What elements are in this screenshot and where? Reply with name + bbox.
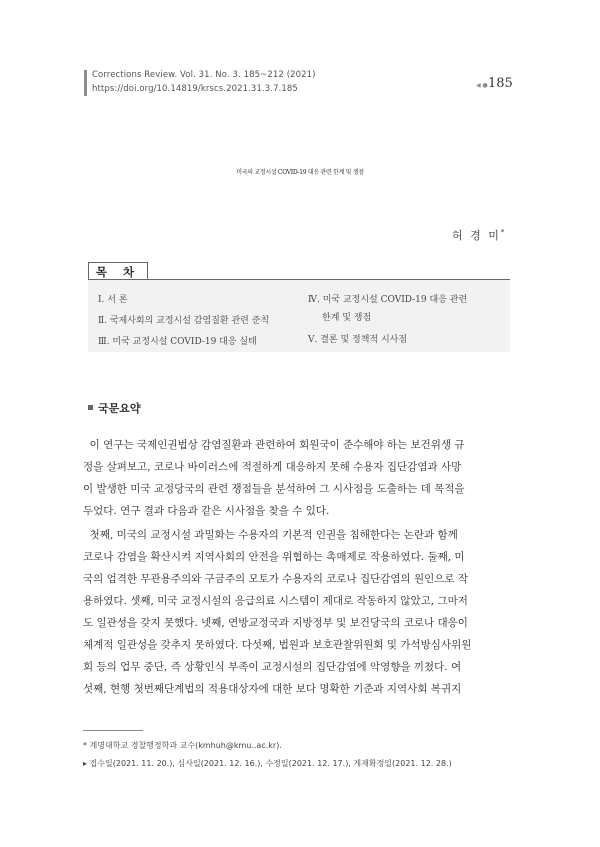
toc-item: Ⅴ. 결론 및 정책적 시사점 xyxy=(308,335,408,345)
paper-title: 미국의 교정시설 COVID-19 대응 관련 한계 및 쟁점 xyxy=(236,169,364,176)
abstract-line: 이 발생한 미국 교정당국의 관련 쟁점들을 분석하여 그 시사점을 도출하는 데 목적을 xyxy=(83,483,465,495)
footnote-rule xyxy=(83,730,143,731)
toc-item: Ⅰ. 서 론 xyxy=(98,295,128,305)
author-name: 허 경 미 xyxy=(452,229,501,242)
abstract-line: 도 일관성을 갖지 못했다. 넷째, 연방교정국과 지방정부 및 보건당국의 코로나 대응이 xyxy=(83,617,468,629)
footnote-dates: ▸ 접수일(2021. 11. 20.), 심사일(2021. 12. 16.), 수정일(2021. 12. 17.), 게재확정일(2021. 12. 28.) xyxy=(83,759,452,768)
square-bullet-icon xyxy=(88,405,93,410)
toc-item: Ⅲ. 미국 교정시설 COVID-19 대응 실태 xyxy=(98,337,257,347)
author xyxy=(452,227,504,243)
toc-item: Ⅳ. 미국 교정시설 COVID-19 대응 관련 xyxy=(308,295,468,305)
author-footnote-mark: * xyxy=(500,228,505,237)
abstract-line: 회 등의 업무 중단, 즉 상황인식 부족이 교정시설의 집단감염에 악영향을 끼쳤다. 여 xyxy=(83,661,462,673)
page-number: 185 xyxy=(488,76,513,91)
footnote-affiliation: * 계명대학교 경찰행정학과 교수(kmhuh@kmu..ac.kr). xyxy=(83,741,282,750)
abstract-line: 섯째, 현행 첫번째단계법의 적용대상자에 대한 보다 명확한 기준과 지역사회 복귀지 xyxy=(83,683,462,695)
abstract-heading-label: 국문요약 xyxy=(98,402,141,415)
toc-item: Ⅱ. 국제사회의 교정시설 감염질환 관련 준칙 xyxy=(98,316,270,326)
abstract-line: 두었다. 연구 결과 다음과 같은 시사점을 찾을 수 있다. xyxy=(83,505,330,517)
toc-label: 목 차 xyxy=(88,262,148,281)
journal-citation: Corrections Review. Vol. 31. No. 3. 185~212 (2021) xyxy=(92,70,316,80)
header-rule xyxy=(84,70,87,96)
abstract-line: 용하였다. 셋째, 미국 교정시설의 응급의료 시스템이 제대로 작동하지 않았고, 그마저 xyxy=(83,595,468,607)
toc-item-continued: 한계 및 쟁점 xyxy=(322,313,372,323)
abstract-heading xyxy=(88,400,141,416)
header-mark: ◀ ● xyxy=(476,82,488,89)
abstract-line: 정을 살펴보고, 코로나 바이러스에 적절하게 대응하지 못해 수용자 집단감염과 사망 xyxy=(83,461,462,473)
abstract-line: 첫째, 미국의 교정시설 과밀화는 수용자의 기본적 인권을 침해한다는 논란과 함께 xyxy=(83,529,458,541)
abstract-line: 체계적 일관성을 갖추지 못하였다. 다섯째, 법원과 보호관찰위원회 및 가석방심사위원 xyxy=(83,639,472,651)
doi-link[interactable]: https://doi.org/10.14819/krscs.2021.31.3.7.185 xyxy=(92,84,298,94)
abstract-line: 이 연구는 국제인권법상 감염질환과 관련하여 회원국이 준수해야 하는 보건위생 규 xyxy=(83,439,465,451)
abstract-line: 국의 엄격한 무관용주의와 구금주의 모토가 수용자의 코로나 집단감염의 원인으로 작 xyxy=(83,573,469,585)
abstract-line: 코로나 감염을 확산시켜 지역사회의 안전을 위협하는 촉매제로 작용하였다. 둘째, 미 xyxy=(83,551,465,563)
